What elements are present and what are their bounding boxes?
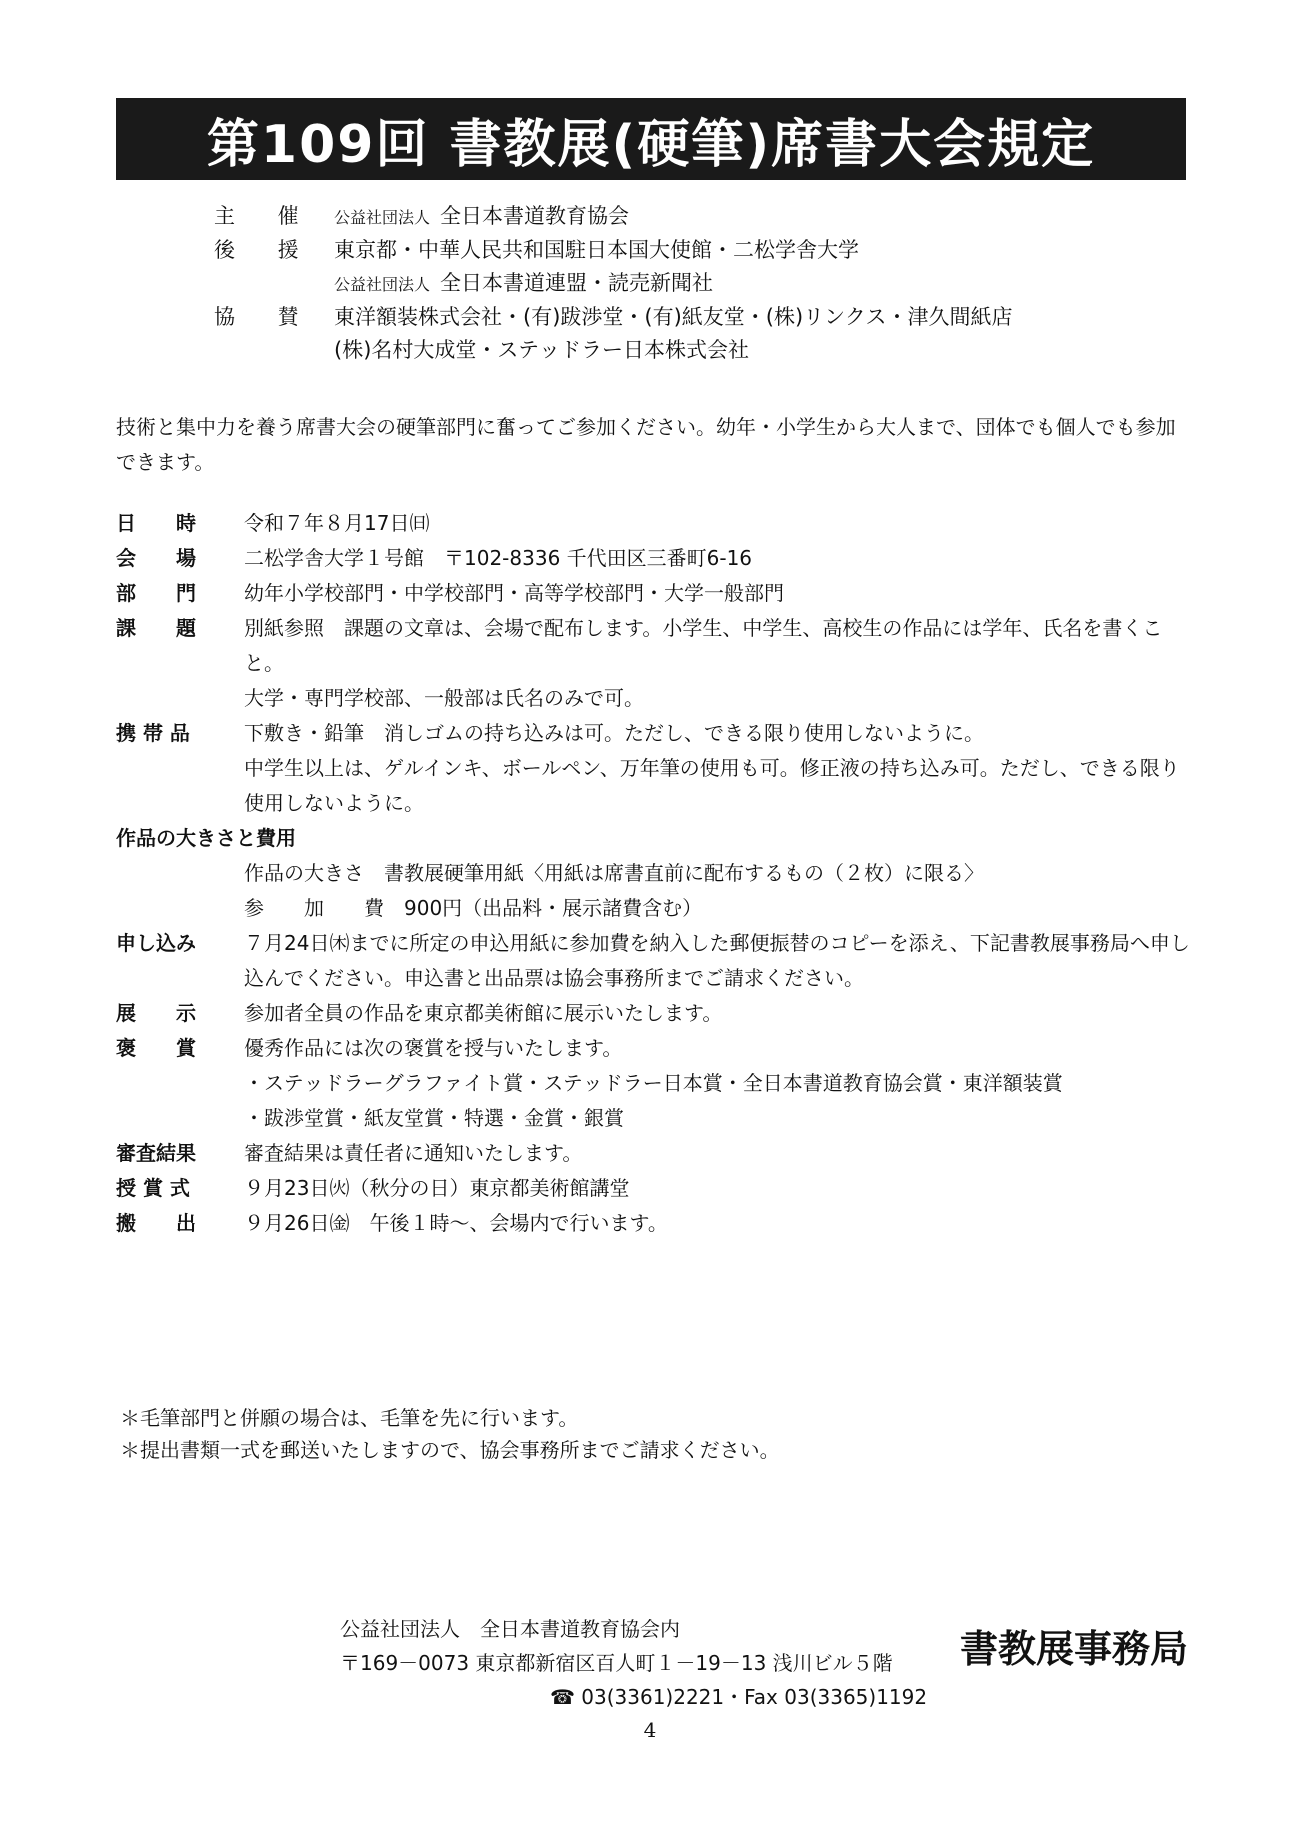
detail-label: 課 題 <box>116 616 196 640</box>
footer-office-name: 書教展事務局 <box>960 1627 1189 1671</box>
detail-row-ceremony <box>116 1171 1190 1206</box>
footer-phone: 03(3361)2221・Fax 03(3365)1192 <box>581 1685 928 1709</box>
page-title: 第109回 書教展(硬筆)席書大会規定 <box>206 114 1096 175</box>
sponsor-row-koen-2 <box>214 267 1214 301</box>
detail-row-exhibition <box>116 996 1190 1031</box>
phone-icon: ☎ <box>550 1685 575 1709</box>
detail-label: 展 示 <box>116 1001 196 1025</box>
detail-row-awards <box>116 1031 1190 1066</box>
sponsor-row-koen <box>214 234 1214 267</box>
notes-block <box>120 1402 1120 1466</box>
detail-label: 申し込み <box>116 931 196 955</box>
sponsor-label: 後 援 <box>214 238 317 262</box>
sponsor-label: 協 賛 <box>214 305 317 329</box>
sponsor-value: (株)名村大成堂・ステッドラー日本株式会社 <box>334 338 749 362</box>
footer-address: 〒169－0073 東京都新宿区百人町１－19－13 浅川ビル５階 <box>340 1651 893 1675</box>
detail-label: 搬 出 <box>116 1211 196 1235</box>
note-item: ＊毛筆部門と併願の場合は、毛筆を先に行います。 <box>120 1406 579 1430</box>
sponsor-row-shusai <box>214 200 1214 234</box>
detail-value: 優秀作品には次の褒賞を授与いたします。 <box>244 1036 623 1060</box>
sponsors-block <box>214 200 1214 367</box>
detail-value: 二松学舎大学１号館 〒102-8336 千代田区三番町6-16 <box>244 546 753 570</box>
detail-label: 部 門 <box>116 581 196 605</box>
detail-value: ９月23日㈫（秋分の日）東京都美術館講堂 <box>244 1176 630 1200</box>
detail-row-results <box>116 1136 1190 1171</box>
sponsor-row-kyosan-2 <box>214 334 1214 367</box>
title-bar <box>116 98 1186 180</box>
detail-label: 褒 賞 <box>116 1036 196 1060</box>
detail-row-removal <box>116 1206 1190 1241</box>
footer-phone-line <box>340 1680 940 1714</box>
detail-continuation: ・跋渉堂賞・紙友堂賞・特選・金賞・銀賞 <box>244 1106 624 1130</box>
detail-continuation: 作品の大きさ 書教展硬筆用紙〈用紙は席書直前に配布するもの（２枚）に限る〉 <box>244 861 984 885</box>
detail-label: 会 場 <box>116 546 196 570</box>
sponsor-value: 全日本書道連盟・読売新聞社 <box>440 271 714 295</box>
detail-label: 審査結果 <box>116 1141 196 1165</box>
details-block <box>116 506 1190 1241</box>
detail-continuation: ・ステッドラーグラファイト賞・ステッドラー日本賞・全日本書道教育協会賞・東洋額装賞 <box>244 1071 1063 1095</box>
org-type: 公益社団法人 <box>334 208 431 227</box>
sponsor-value: 全日本書道教育協会 <box>440 204 630 228</box>
detail-label: 授 賞 式 <box>116 1176 190 1200</box>
detail-value: ９月26日㈮ 午後１時〜、会場内で行います。 <box>244 1211 668 1235</box>
note-item: ＊提出書類一式を郵送いたしますので、協会事務所までご請求ください。 <box>120 1438 780 1462</box>
intro-paragraph: 技術と集中力を養う席書大会の硬筆部門に奮ってご参加ください。幼年・小学生から大人まで、団体でも個人でも参加できます。 <box>116 415 1176 474</box>
detail-value: 下敷き・鉛筆 消しゴムの持ち込みは可。ただし、できる限り使用しないように。 <box>244 721 984 745</box>
page-number: 4 <box>643 1718 657 1742</box>
detail-continuation: 中学生以上は、ゲルインキ、ボールペン、万年筆の使用も可。修正液の持ち込み可。ただし、できる限り使用しないように。 <box>244 756 1180 815</box>
org-type: 公益社団法人 <box>334 275 431 294</box>
sponsor-row-kyosan <box>214 301 1214 334</box>
detail-value: 幼年小学校部門・中学校部門・高等学校部門・大学一般部門 <box>244 581 784 605</box>
detail-row-theme <box>116 611 1190 681</box>
detail-label: 携 帯 品 <box>116 721 190 745</box>
sponsor-value: 東京都・中華人民共和国駐日本国大使館・二松学舎大学 <box>334 238 859 262</box>
sponsor-label: 主 催 <box>214 204 317 228</box>
detail-value: ７月24日㈭までに所定の申込用紙に参加費を納入した郵便振替のコピーを添え、下記書教展事務局へ申し込んでください。申込書と出品票は協会事務所までご請求ください。 <box>244 931 1190 990</box>
detail-row-division <box>116 576 1190 611</box>
footer-org: 公益社団法人 全日本書道教育協会内 <box>340 1617 680 1641</box>
detail-row-date <box>116 506 1190 541</box>
detail-continuation: 大学・専門学校部、一般部は氏名のみで可。 <box>244 686 644 710</box>
detail-row-items <box>116 716 1190 751</box>
detail-row-application <box>116 926 1190 996</box>
detail-label: 作品の大きさと費用 <box>116 826 296 850</box>
footer-address-block <box>340 1612 940 1714</box>
detail-label: 日 時 <box>116 511 196 535</box>
sponsor-value: 東洋額装株式会社・(有)跋渉堂・(有)紙友堂・(株)リンクス・津久間紙店 <box>334 305 1013 329</box>
detail-value: 参加者全員の作品を東京都美術館に展示いたします。 <box>244 1001 723 1025</box>
detail-value: 審査結果は責任者に通知いたします。 <box>244 1141 583 1165</box>
detail-row-venue <box>116 541 1190 576</box>
detail-value: 令和７年８月17日㈰ <box>244 511 430 535</box>
detail-row-size-fee <box>116 821 1190 856</box>
detail-continuation: 参 加 費 900円（出品料・展示諸費含む） <box>244 896 703 920</box>
detail-value: 別紙参照 課題の文章は、会場で配布します。小学生、中学生、高校生の作品には学年、氏名を書くこと。 <box>244 616 1163 675</box>
